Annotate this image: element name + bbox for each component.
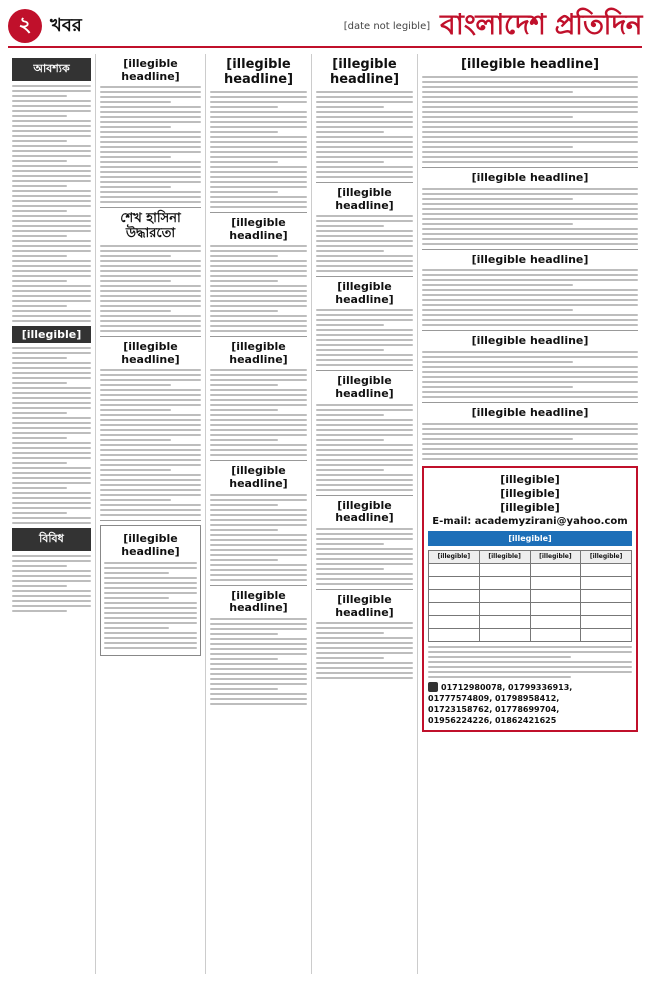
headline: [illegible headline] <box>335 185 394 212</box>
article-body <box>316 528 413 585</box>
ad-phone-list <box>428 682 632 727</box>
ad-title: [illegible] <box>500 472 560 486</box>
news-column-3 <box>206 54 312 974</box>
headline: [illegible headline] <box>121 340 180 366</box>
ad-table-header: [illegible] <box>581 550 632 563</box>
headline: [illegible headline] <box>229 588 288 615</box>
phone-line: 01956224226, 01862421625 <box>428 716 557 726</box>
headline: [illegible headline] <box>229 464 288 491</box>
article-body <box>210 369 307 456</box>
headline: [illegible headline] <box>460 57 600 72</box>
classifieds-title-2: [illegible] <box>12 326 91 343</box>
section-title: খবর <box>50 14 82 36</box>
article-body <box>316 404 413 491</box>
classifieds-body-1 <box>12 85 91 974</box>
columns <box>8 54 642 974</box>
phone-icon <box>428 682 438 692</box>
phone-line: 01712980078, 01799336913, <box>428 682 632 693</box>
article-body <box>316 622 413 679</box>
article-body <box>210 91 307 208</box>
article-body <box>100 245 201 332</box>
headline: শেখ হাসিনা উদ্ধারতো <box>120 211 181 242</box>
article-body <box>316 309 413 366</box>
article-body <box>422 423 638 460</box>
ad-table-header: [illegible] <box>530 550 581 563</box>
advertisement <box>422 466 638 733</box>
article-body <box>210 618 307 705</box>
phone-line: 01777574809, 01798958412, <box>428 693 560 703</box>
headline: [illegible headline] <box>229 215 288 242</box>
article-body <box>100 369 201 516</box>
article-body <box>100 86 201 203</box>
headline: [illegible headline] <box>471 405 589 419</box>
article-body <box>210 494 307 581</box>
headline: [illegible headline] <box>121 532 180 559</box>
classifieds-column <box>8 54 96 974</box>
headline: [illegible headline] <box>335 593 394 619</box>
page-header <box>8 6 642 48</box>
article-body <box>422 76 638 163</box>
masthead-logo: বাংলাদেশ প্রতিদিন <box>440 7 642 41</box>
news-column-5 <box>418 54 642 974</box>
ad-banner: [illegible] <box>428 531 632 546</box>
boxed-notice <box>100 525 201 655</box>
news-column-2 <box>96 54 206 974</box>
article-body <box>422 269 638 326</box>
ad-table-header: [illegible] <box>479 550 530 563</box>
misc-title: বিবিধ <box>12 528 91 551</box>
news-column-4 <box>312 54 418 974</box>
ad-table-header: [illegible] <box>429 550 480 563</box>
ad-notes <box>428 646 632 678</box>
headline: [illegible headline] <box>329 57 400 87</box>
article-body <box>316 91 413 178</box>
headline: [illegible headline] <box>121 57 180 83</box>
headline: [illegible headline] <box>335 280 394 306</box>
headline: [illegible headline] <box>471 334 589 348</box>
ad-subtitle: [illegible] <box>500 486 560 500</box>
headline: [illegible headline] <box>471 252 589 266</box>
page-number: ২ <box>8 9 42 43</box>
article-body <box>422 351 638 398</box>
ad-email: E-mail: academyzirani@yahoo.com <box>432 515 628 527</box>
classifieds-title: আবশ্যক <box>12 58 91 81</box>
headline: [illegible headline] <box>335 374 394 401</box>
article-body <box>316 215 413 272</box>
dateline: [date not legible] <box>343 20 431 32</box>
headline: [illegible headline] <box>471 170 589 184</box>
ad-subtitle: [illegible] <box>500 500 560 514</box>
article-body <box>422 188 638 245</box>
headline: [illegible headline] <box>229 340 288 366</box>
article-body <box>210 245 307 332</box>
phone-line: 01723158762, 01778699704, <box>428 704 560 714</box>
ad-table <box>428 550 632 642</box>
headline: [illegible headline] <box>223 57 294 87</box>
headline: [illegible headline] <box>335 498 394 525</box>
